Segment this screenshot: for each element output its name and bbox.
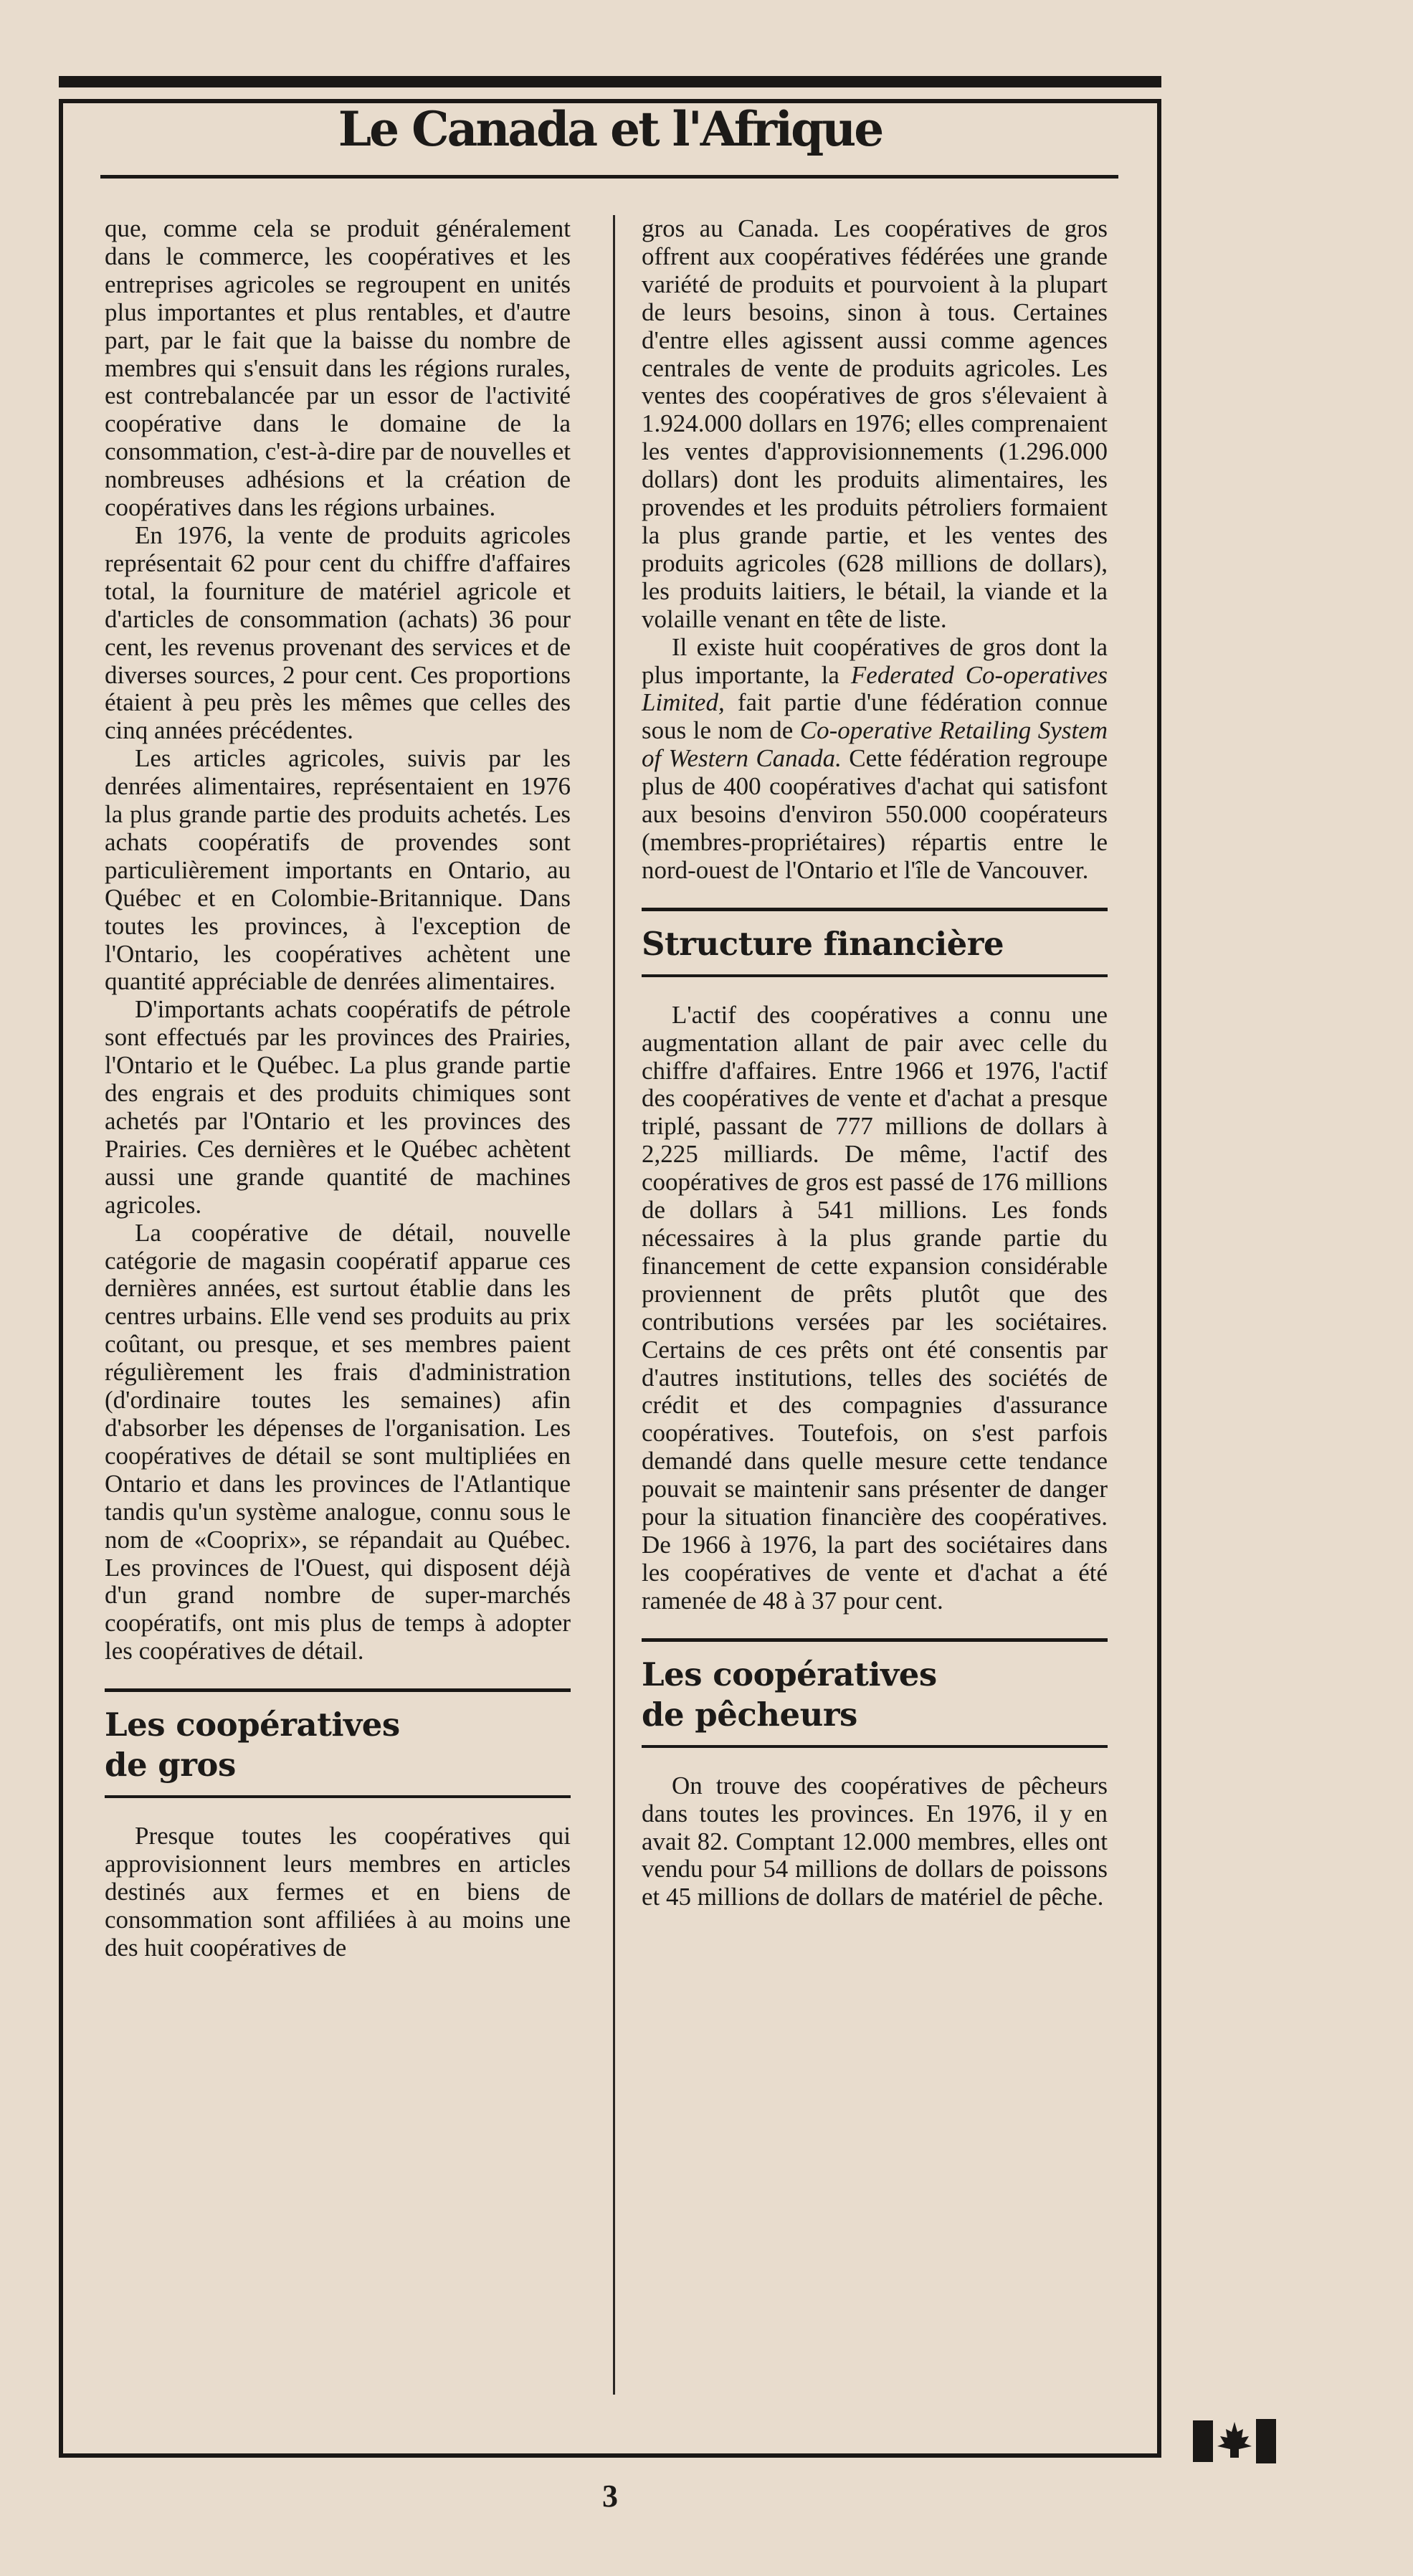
section-rule: [105, 1795, 571, 1798]
paragraph: D'importants achats coopératifs de pétrole sont effectués par les provinces des Prairies, l'Ontario et le Québec. La plus grande partie des engrais et des produits chimiques sont achetés par l'Ontario et les provinces des Prairies. Ces dernières et le Québec achètent aussi une grande quantité de machines agricoles.: [105, 995, 571, 1219]
paragraph: Presque toutes les coopératives qui approvisionnent leurs membres en articles destinés aux fermes et en biens de consommation sont affiliées à au moins une des huit coopératives de: [105, 1822, 571, 1962]
section-rule: [642, 1745, 1108, 1748]
text-run: fait partie d'une fédération connue sous le nom de: [642, 688, 1108, 745]
right-column: [642, 215, 1108, 1911]
section-rule: [642, 974, 1108, 977]
paragraph: gros au Canada. Les coopératives de gros offrent aux coopératives fédérées une grande variété de produits et pourvoient à la plupart de leurs besoins, sinon à tous. Certaines d'entre elles agissent aussi comme agences centrales de vente de produits agricoles. Les ventes des coopératives de gros s'élevaient à 1.924.000 dollars en 1976; elles comprenaient les ventes d'approvisionnements (1.296.000 dollars) dont les produits alimentaires, les provendes et les produits pétroliers formaient la plus grande partie, et les ventes des produits agricoles (628 millions de dollars), les produits laitiers, le bétail, la viande et la volaille venant en tête de liste.: [642, 214, 1108, 633]
left-column: [105, 215, 571, 1962]
section-structure-financiere: [642, 908, 1108, 1615]
paragraph: Les articles agricoles, suivis par les denrées alimentaires, représentaient en 1976 la plus grande partie des produits achetés. Les achats coopératifs de provendes sont particulièrement importants en Ontario, au Québec et en Colombie-Britannique. Dans toutes les provinces, à l'exception de l'Ontario, les coopératives achètent une quantité appréciable de denrées alimentaires.: [105, 744, 571, 996]
paragraph: L'actif des coopératives a connu une augmentation allant de pair avec celle du chiffre d'affaires. Entre 1966 et 1976, l'actif des coopératives de vente et d'achat a presque triplé, passant de 777 millions de dollars à 2,225 milliards. De même, l'actif des coopératives de gros est passé de 176 millions de dollars à 541 millions. Les fonds nécessaires à la plus grande partie du financement de cette expansion considérable proviennent de prêts plutôt que des contributions versées par les sociétaires. Certains de ces prêts ont été consentis par d'autres institutions, telles des sociétés de crédit et des compagnies d'assurance coopératives. Toutefois, on s'est parfois demandé dans quelle mesure cette tendance pouvait se maintenir sans présenter de danger pour la situation financière des coopératives. De 1966 à 1976, la part des sociétaires dans les coopératives de vente et d'achat a été ramenée de 48 à 37 pour cent.: [642, 1000, 1108, 1615]
section-cooperatives-de-pecheurs: [642, 1638, 1108, 1912]
text-run: Cette fédération regroupe plus de 400 coopératives d'achat qui satisfont aux besoins d'environ 550.000 coopérateurs (membres-propriétaires) répartis entre le nord-ouest de l'Ontario et l'île de Vancouver.: [642, 744, 1108, 884]
paragraph: que, comme cela se produit généralement dans le commerce, les coopératives et les entreprises agricoles se regroupent en unités plus importantes et plus rentables, et d'autre part, par le fait que la baisse du nombre de membres qui s'ensuit dans les régions rurales, est contrebalancée par un essor de l'activité coopérative dans le domaine de la consommation, c'est-à-dire par de nouvelles et nombreuses adhésions et la création de coopératives dans les régions urbaines.: [105, 214, 571, 522]
section-heading-line: Les coopératives: [642, 1655, 937, 1693]
section-heading: [105, 1705, 571, 1785]
italic-name: Co-operative Retailing System of Western Canada.: [642, 716, 1108, 773]
section-heading-line: de pêcheurs: [642, 1695, 857, 1734]
canada-africa-flag-icon: [1191, 2415, 1278, 2466]
page-title: Le Canada et l'Afrique: [338, 101, 882, 157]
column-divider: [613, 215, 615, 2395]
section-heading-line: de gros: [105, 1746, 236, 1784]
page-number: 3: [602, 2478, 618, 2514]
top-rule: [59, 76, 1161, 87]
paragraph-federated: [642, 634, 1108, 885]
section-heading-line: Les coopératives: [105, 1706, 400, 1744]
italic-name: Federated Co-operatives Limited,: [642, 660, 1108, 717]
section-heading: Structure financière: [642, 924, 1004, 963]
paragraph: On trouve des coopératives de pêcheurs dans toutes les provinces. En 1976, il y en avait 82. Comptant 12.000 membres, elles ont vendu pour 54 millions de dollars de poissons et 45 millions de dollars de matériel de pêche.: [642, 1771, 1108, 1911]
text-run: Il existe huit coopératives de gros dont la plus importante, la: [642, 632, 1108, 689]
paragraph: En 1976, la vente de produits agricoles représentait 62 pour cent du chiffre d'affaires total, la fourniture de matériel agricole et d'articles de consommation (achats) 36 pour cent, les revenus provenant des services et de diverses sources, 2 pour cent. Ces proportions étaient à peu près les mêmes que celles des cinq années précédentes.: [105, 521, 571, 745]
paragraph: La coopérative de détail, nouvelle catégorie de magasin coopératif apparue ces dernières années, est surtout établie dans les centres urbains. Elle vend ses produits au prix coûtant, ou presque, et ses membres paient régulièrement les frais d'administration (d'ordinaire toutes les semaines) afin d'absorber les dépenses de l'organisation. Les coopératives de détail se sont multipliées en Ontario et dans les provinces de l'Atlantique tandis qu'un système analogue, connu sous le nom de «Cooprix», se répandait au Québec. Les provinces de l'Ouest, qui disposent déjà d'un grand nombre de super-marchés coopératifs, ont mis plus de temps à adopter les coopératives de détail.: [105, 1218, 571, 1665]
section-cooperatives-de-gros: [105, 1688, 571, 1962]
section-heading: [642, 1655, 1108, 1735]
masthead-rule: [100, 175, 1118, 179]
